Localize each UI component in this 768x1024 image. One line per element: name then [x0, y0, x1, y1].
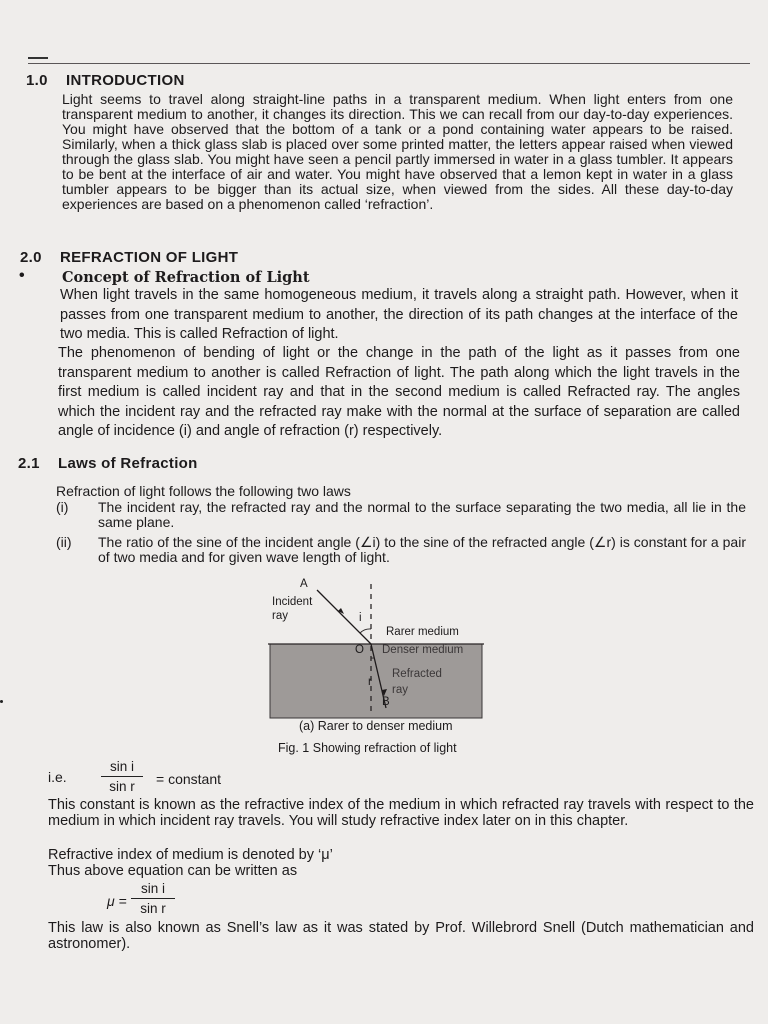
angle-i-arc	[360, 629, 371, 633]
law-label: (i)	[56, 499, 69, 515]
label-incident: Incident	[272, 596, 313, 608]
mu-symbol: μ =	[107, 893, 127, 909]
refraction-figure	[268, 578, 484, 720]
section-title: INTRODUCTION	[66, 72, 185, 89]
mu-definition: Refractive index of medium is denoted by ‘μ’	[48, 847, 333, 863]
section-number: 2.0	[20, 249, 42, 266]
fraction-denominator: sin r	[109, 779, 135, 794]
law-text: The ratio of the sine of the incident angle (∠i) to the sine of the refracted angle (∠r) is constant for a pair of two media and for given wave length of light.	[98, 534, 746, 565]
fraction-bar	[131, 898, 175, 899]
equation-rewrite-intro: Thus above equation can be written as	[48, 863, 298, 879]
section-heading-introduction	[26, 72, 185, 89]
figure-caption: Fig. 1 Showing refraction of light	[278, 741, 457, 755]
snell-fraction	[131, 881, 175, 916]
label-angle-i: i	[359, 612, 362, 624]
refraction-paragraph-2: The phenomenon of bending of light or the change in the path of the light as it passes from one transparent medium to another is called Refraction of light. The path along which the light travels in the first medium is called incident ray and that in the second medium is called Refracted ray. The angles which the incident ray and the refracted ray make with the normal at the surface of separation are called angle of incidence (i) and angle of refraction (r) respectively.	[58, 345, 740, 439]
label-point-o: O	[355, 644, 364, 656]
fraction-numerator: sin i	[109, 759, 134, 774]
label-point-a: A	[300, 578, 308, 590]
fraction-denominator: sin r	[140, 901, 166, 916]
bullet-marker: •	[19, 267, 25, 284]
equation-ie: i.e.	[48, 769, 67, 785]
law-item-2	[56, 535, 746, 567]
label-angle-r: r	[368, 676, 372, 688]
laws-intro: Refraction of light follows the following two laws	[56, 483, 351, 499]
label-incident-ray: ray	[272, 610, 288, 622]
label-refracted-ray: ray	[392, 684, 408, 696]
law-item-1	[56, 500, 746, 532]
label-point-b: B	[382, 696, 390, 708]
subsection-title: Concept of Refraction of Light	[62, 269, 310, 286]
figure-subcaption: (a) Rarer to denser medium	[299, 719, 453, 733]
fraction-bar	[101, 776, 143, 777]
law-text: The incident ray, the refracted ray and the normal to the surface separating the two media, all lie in the same plane.	[98, 499, 746, 530]
incident-ray	[317, 590, 371, 644]
label-refracted: Refracted	[392, 668, 442, 680]
page-speck	[0, 700, 3, 703]
label-rarer-medium: Rarer medium	[386, 626, 459, 638]
rule-tick	[28, 57, 48, 59]
label-denser-medium: Denser medium	[382, 644, 464, 656]
section-title: Laws of Refraction	[58, 455, 198, 472]
equation-rhs: = constant	[156, 771, 221, 787]
sine-ratio-fraction	[101, 759, 143, 794]
fraction-numerator: sin i	[140, 881, 165, 896]
section-heading-refraction	[20, 249, 238, 266]
law-label: (ii)	[56, 534, 72, 550]
section-heading-laws	[18, 455, 198, 472]
top-rule	[28, 63, 750, 64]
section-number: 2.1	[18, 455, 40, 472]
refraction-paragraph-1: When light travels in the same homogeneous medium, it travels along a straight path. However, when it passes from one transparent medium to another, the direction of its path changes at the interface of the two media. This is called Refraction of light.	[60, 287, 738, 342]
intro-paragraph: Light seems to travel along straight-line paths in a transparent medium. When light enters from one transparent medium to another, it changes its direction. This we can recall from our day-to-day experiences. You might have observed that the bottom of a tank or a pond containing water appears to be raised. Similarly, when a thick glass slab is placed over some printed matter, the letters appear raised when viewed through the glass slab. You might have seen a pencil partly immersed in water in a glass tumbler. It appears to be bent at the interface of air and water. You might have observed that a lemon kept in water in a glass tumbler appears to be bigger than its actual size, when viewed from the sides. All these day-to-day experiences are based on a phenomenon called ‘refraction’.	[62, 91, 733, 212]
section-number: 1.0	[26, 72, 48, 89]
refractive-index-paragraph: This constant is known as the refractive index of the medium in which refracted ray travels with respect to the medium in which incident ray travels. You will study refractive index later on in this chapter.	[48, 797, 754, 829]
section-title: REFRACTION OF LIGHT	[60, 249, 239, 266]
snells-law-paragraph: This law is also known as Snell’s law as it was stated by Prof. Willebrord Snell (Dutch mathematician and astronomer).	[48, 920, 754, 952]
